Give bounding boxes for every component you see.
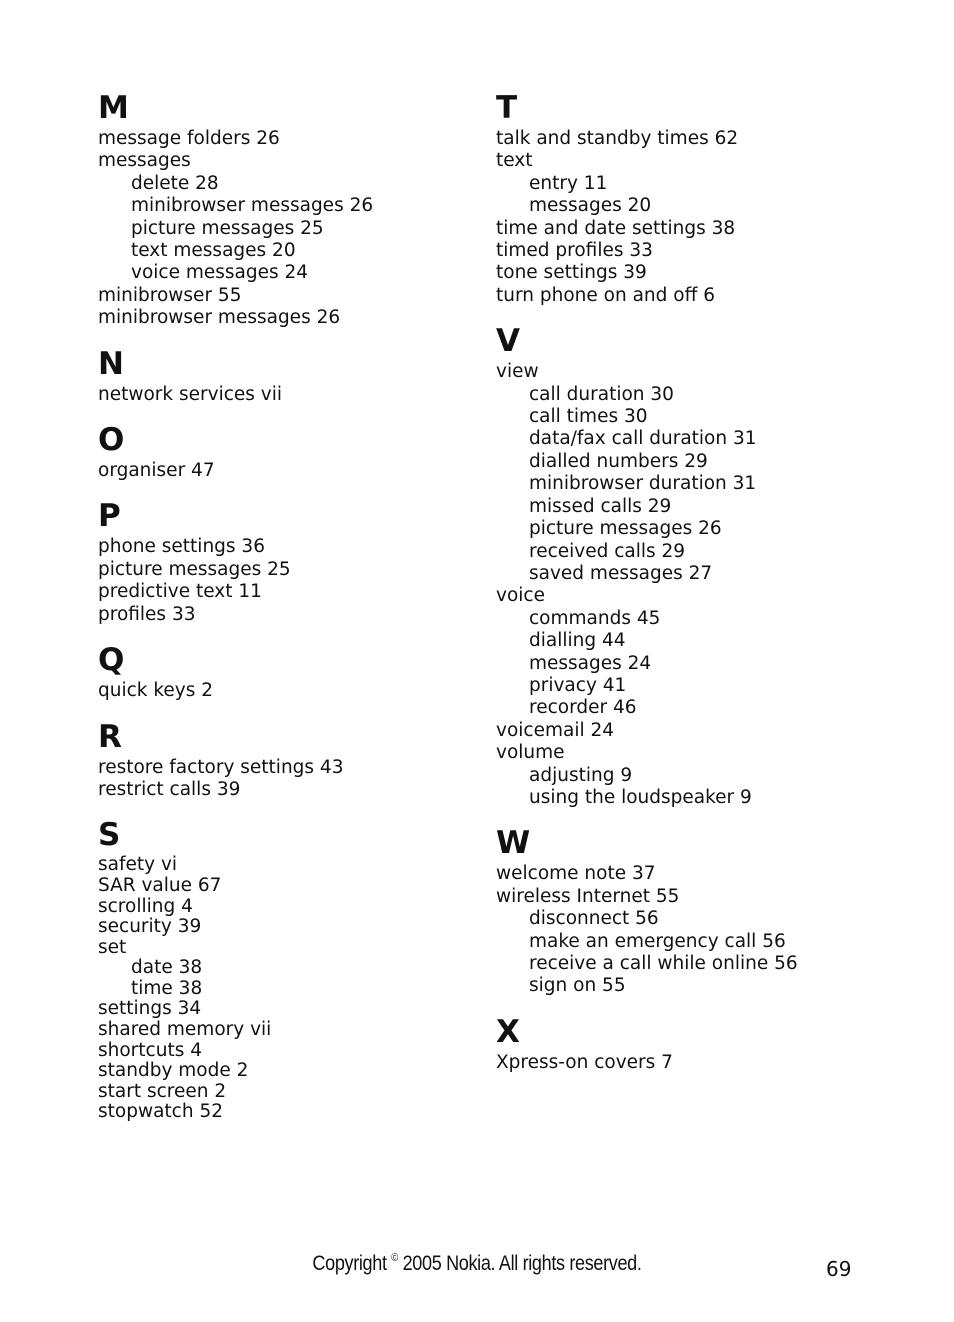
index-section-x <box>496 1012 896 1074</box>
section-letter: S <box>98 817 121 854</box>
index-subentry: text messages 20 <box>131 240 296 262</box>
section-letter: T <box>496 90 518 126</box>
index-subentry: date 38 <box>131 957 203 979</box>
index-subentry: delete 28 <box>131 172 219 194</box>
index-entry: welcome note 37 <box>496 863 656 885</box>
index-subentry: adjusting 9 <box>529 764 633 786</box>
index-entry: message folders 26 <box>98 128 280 149</box>
index-entry: quick keys 2 <box>98 680 214 702</box>
index-entry: voice <box>496 585 545 607</box>
index-entry: network services vii <box>98 383 283 405</box>
index-entry: scrolling 4 <box>98 895 193 917</box>
index-section-o <box>98 420 458 482</box>
index-entry: safety vi <box>98 854 178 876</box>
index-entry: phone settings 36 <box>98 536 265 558</box>
index-entry: Xpress-on covers 7 <box>496 1051 673 1073</box>
section-letter: M <box>98 90 129 126</box>
index-entry: view <box>496 361 539 383</box>
index-entry: timed profiles 33 <box>496 240 653 262</box>
index-subentry: privacy 41 <box>529 674 627 696</box>
index-subentry: receive a call while online 56 <box>529 953 798 974</box>
index-subentry: missed calls 29 <box>529 495 672 517</box>
index-entry: wireless Internet 55 <box>496 885 680 907</box>
index-entry: shared memory vii <box>98 1019 272 1041</box>
index-entry: restrict calls 39 <box>98 778 241 800</box>
index-entry: text <box>496 150 533 172</box>
index-entry: tone settings 39 <box>496 262 647 284</box>
index-subentry: make an emergency call 56 <box>529 930 786 952</box>
copyright-suffix: 2005 Nokia. All rights reserved. <box>397 1252 642 1275</box>
index-entry: security 39 <box>98 916 202 938</box>
section-letter: R <box>98 718 122 755</box>
index-entry: profiles 33 <box>98 603 196 625</box>
index-subentry: picture messages 25 <box>131 217 324 239</box>
index-section-p <box>98 496 458 626</box>
index-subentry: saved messages 27 <box>529 562 713 584</box>
index-section-w <box>496 823 896 997</box>
index-entry: start screen 2 <box>98 1080 227 1102</box>
index-section-t <box>496 88 896 307</box>
index-subentry: disconnect 56 <box>529 908 659 930</box>
section-letter: X <box>496 1013 520 1050</box>
index-column-left <box>98 88 458 1137</box>
index-subentry: commands 45 <box>529 607 661 629</box>
index-subentry: call duration 30 <box>529 383 674 405</box>
index-section-m <box>98 88 458 330</box>
index-subentry: picture messages 26 <box>529 518 722 540</box>
index-subentry: dialled numbers 29 <box>529 450 708 472</box>
index-subentry: sign on 55 <box>529 975 626 997</box>
index-section-r <box>98 717 458 802</box>
index-subentry: entry 11 <box>529 172 608 194</box>
index-section-q <box>98 640 458 702</box>
index-entry: shortcuts 4 <box>98 1039 202 1061</box>
index-entry: organiser 47 <box>98 460 215 482</box>
index-subentry: minibrowser messages 26 <box>131 195 374 217</box>
index-subentry: time 38 <box>131 977 203 999</box>
index-subentry: minibrowser duration 31 <box>529 473 757 495</box>
index-entry: standby mode 2 <box>98 1060 249 1082</box>
section-letter: P <box>98 498 121 535</box>
index-entry: SAR value 67 <box>98 874 222 896</box>
index-subentry: dialling 44 <box>529 630 626 652</box>
index-entry: picture messages 25 <box>98 558 291 580</box>
section-letter: W <box>496 825 531 862</box>
index-subentry: call times 30 <box>529 406 648 428</box>
index-entry: time and date settings 38 <box>496 217 736 239</box>
section-letter: Q <box>98 642 125 679</box>
index-entry: talk and standby times 62 <box>496 128 739 149</box>
index-section-s <box>98 815 458 1123</box>
index-entry: volume <box>496 742 565 764</box>
index-column-right <box>496 88 896 1088</box>
copyright-prefix: Copyright <box>312 1252 392 1275</box>
footer-copyright <box>67 1252 887 1276</box>
copyright-symbol: © <box>391 1252 398 1264</box>
index-section-n <box>98 344 458 406</box>
index-entry: minibrowser messages 26 <box>98 307 341 329</box>
index-entry: minibrowser 55 <box>98 284 242 306</box>
index-subentry: data/fax call duration 31 <box>529 428 757 450</box>
section-letter: O <box>98 422 125 459</box>
index-subentry: messages 24 <box>529 652 652 674</box>
index-subentry: voice messages 24 <box>131 262 309 284</box>
index-entry: voicemail 24 <box>496 719 615 741</box>
index-entry: settings 34 <box>98 998 202 1020</box>
index-entry: messages <box>98 150 191 172</box>
index-section-v <box>496 321 896 809</box>
index-subentry: received calls 29 <box>529 540 686 562</box>
index-subentry: recorder 46 <box>529 697 637 719</box>
index-subentry: messages 20 <box>529 195 652 217</box>
index-entry: predictive text 11 <box>98 581 262 603</box>
section-letter: V <box>496 323 520 360</box>
index-entry: set <box>98 936 127 958</box>
page-number: 69 <box>826 1257 852 1281</box>
index-subentry: using the loudspeaker 9 <box>529 786 752 808</box>
index-entry: restore factory settings 43 <box>98 756 344 778</box>
section-letter: N <box>98 345 124 382</box>
index-entry: turn phone on and off 6 <box>496 284 715 306</box>
index-entry: stopwatch 52 <box>98 1101 223 1123</box>
